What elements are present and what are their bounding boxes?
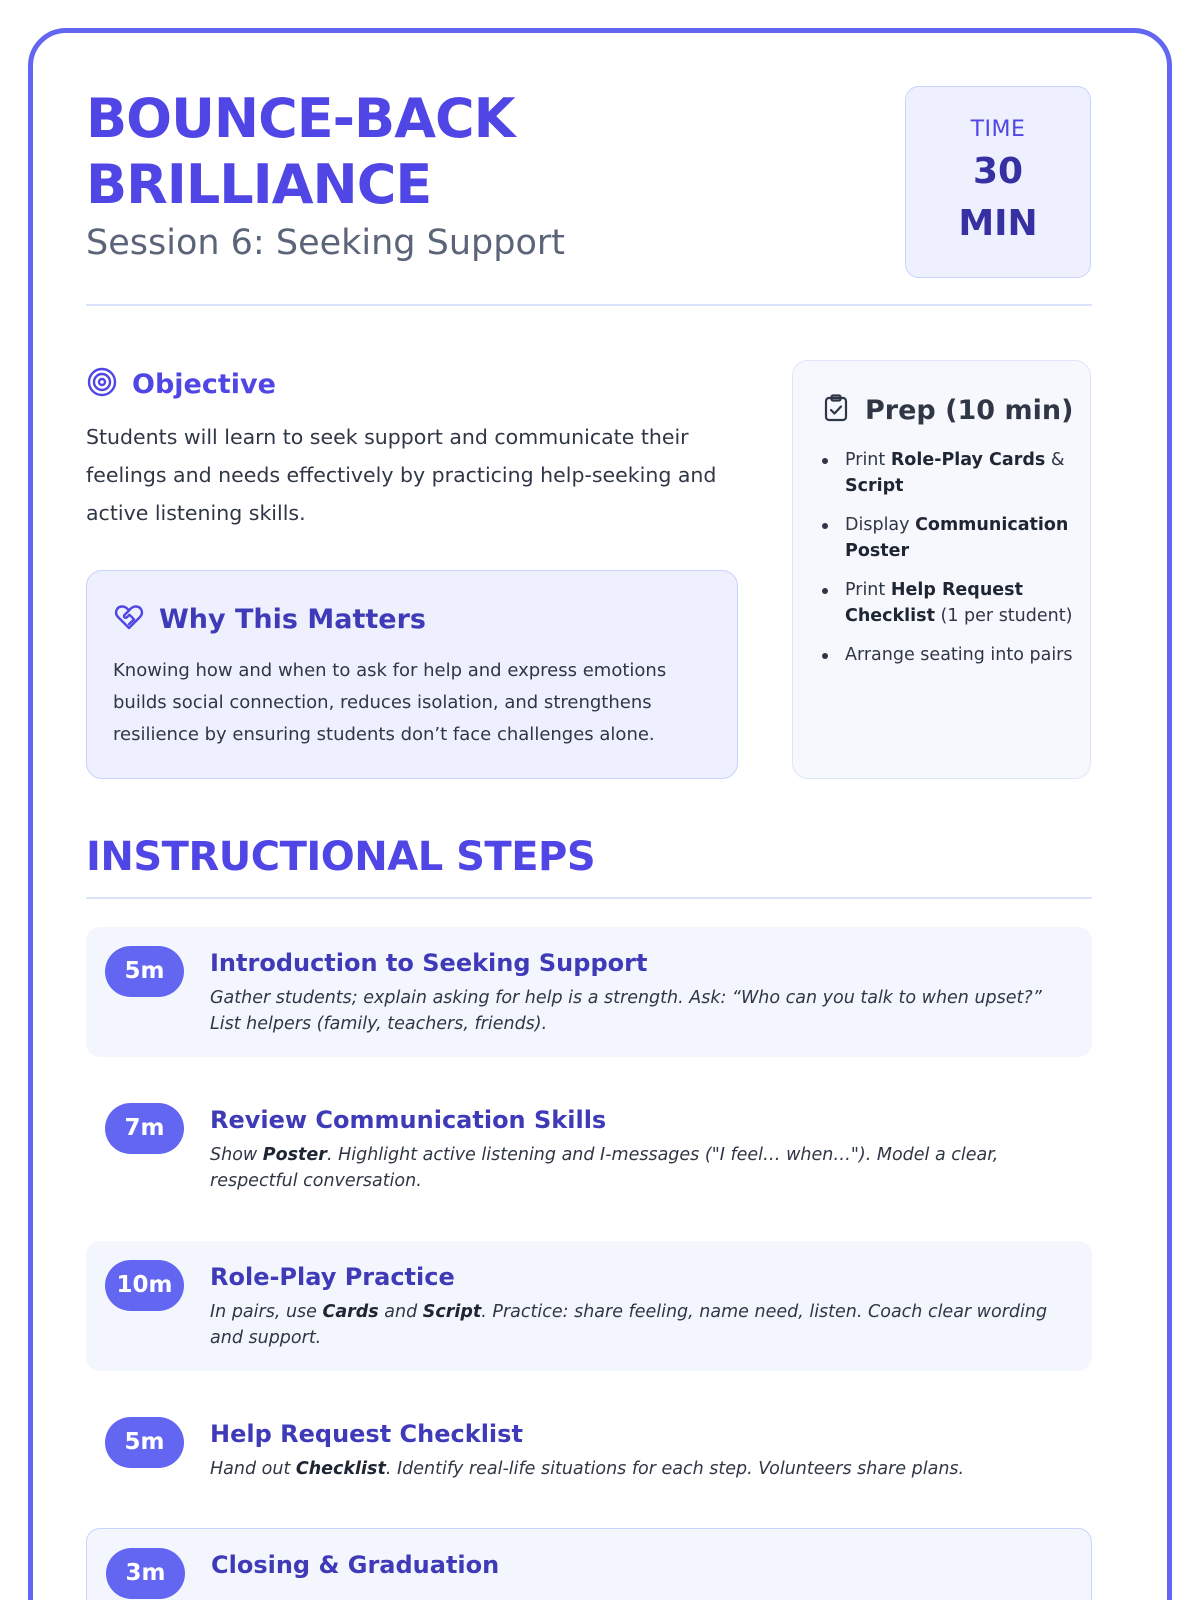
step-description <box>210 1299 1070 1351</box>
title-line-1: BOUNCE-BACK <box>86 87 515 150</box>
step-description <box>210 1456 1070 1482</box>
prep-item <box>845 447 1075 499</box>
prep-item-text: Display <box>845 515 916 535</box>
why-text: Knowing how and when to ask for help and express emotions builds social connection, reduces isolation, and strengthens resilience by ensuring students don’t face challenges alone. <box>113 660 667 745</box>
step-material: Cards <box>322 1302 379 1322</box>
step-duration-badge: 5m <box>105 1417 184 1468</box>
step-title: Help Request Checklist <box>210 1420 523 1448</box>
step-item <box>86 1398 1092 1528</box>
step-description <box>210 985 1070 1037</box>
step-text: In pairs, use <box>210 1302 323 1322</box>
prep-item-text: & <box>1045 450 1065 470</box>
prep-item-material: Script <box>845 476 904 496</box>
step-text: . Identify real-life situations for each step. Volunteers share plans. <box>385 1459 965 1479</box>
step-item <box>86 1084 1092 1214</box>
prep-item-material: Help Request Checklist <box>845 580 1023 626</box>
why-this-matters-panel <box>86 570 738 779</box>
step-text: Show <box>210 1145 263 1165</box>
prep-item-material: Communication Poster <box>845 515 1069 561</box>
prep-item <box>845 512 1075 564</box>
steps-divider <box>86 897 1092 899</box>
step-duration-badge: 7m <box>105 1103 184 1154</box>
why-title: Why This Matters <box>159 603 426 635</box>
objective-heading <box>86 366 276 402</box>
header-divider <box>86 304 1092 306</box>
prep-item-text: Print <box>845 450 891 470</box>
heart-handshake-icon <box>113 601 145 637</box>
prep-title: Prep (10 min) <box>865 394 1074 426</box>
objective-title: Objective <box>132 368 276 400</box>
why-heading <box>113 601 426 637</box>
instructional-steps-title: INSTRUCTIONAL STEPS <box>86 834 596 880</box>
step-material: Checklist <box>295 1459 386 1479</box>
prep-item-text: Print <box>845 580 891 600</box>
prep-item-text: (1 per student) <box>934 606 1073 626</box>
clipboard-check-icon <box>821 393 851 427</box>
prep-item <box>845 577 1075 629</box>
step-title: Role-Play Practice <box>210 1263 455 1291</box>
page-title <box>86 86 514 218</box>
step-title: Closing & Graduation <box>211 1551 500 1579</box>
title-line-2: BRILLIANCE <box>86 153 432 216</box>
step-text: Hand out <box>210 1459 296 1479</box>
step-duration-badge: 5m <box>105 946 184 997</box>
time-badge <box>905 86 1091 278</box>
time-value: 30 MIN <box>958 151 1038 244</box>
step-duration-badge: 3m <box>106 1548 185 1599</box>
prep-item <box>845 642 1075 668</box>
session-subtitle: Session 6: Seeking Support <box>86 223 566 263</box>
prep-list <box>845 447 1075 681</box>
prep-heading <box>821 393 1073 427</box>
step-item <box>86 927 1092 1057</box>
step-title: Review Communication Skills <box>210 1106 607 1134</box>
step-text: . Highlight active listening and I-messages ("I feel… when…"). Model a clear, respectful conversation. <box>210 1145 999 1191</box>
prep-item-material: Role-Play Cards <box>890 450 1046 470</box>
step-material: Script <box>422 1302 482 1322</box>
step-item <box>86 1528 1092 1600</box>
step-text: . Practice: share feeling, name need, listen. Coach clear wording and support. <box>210 1302 1048 1348</box>
step-material: Poster <box>262 1145 327 1165</box>
objective-text: Students will learn to seek support and communicate their feelings and needs effectively by practicing help-seeking and active listening skills. <box>86 425 717 525</box>
step-text: Gather students; explain asking for help is a strength. Ask: “Who can you talk to when upset?” List helpers (family, teachers, friends). <box>210 988 1042 1034</box>
prep-panel <box>792 360 1091 779</box>
target-icon <box>86 366 118 402</box>
step-description <box>210 1142 1070 1194</box>
prep-item-text: Arrange seating into pairs <box>845 645 1073 665</box>
step-text: and <box>378 1302 423 1322</box>
step-title: Introduction to Seeking Support <box>210 949 648 977</box>
step-item <box>86 1241 1092 1371</box>
time-label: TIME <box>970 117 1026 142</box>
step-duration-badge: 10m <box>105 1260 184 1311</box>
